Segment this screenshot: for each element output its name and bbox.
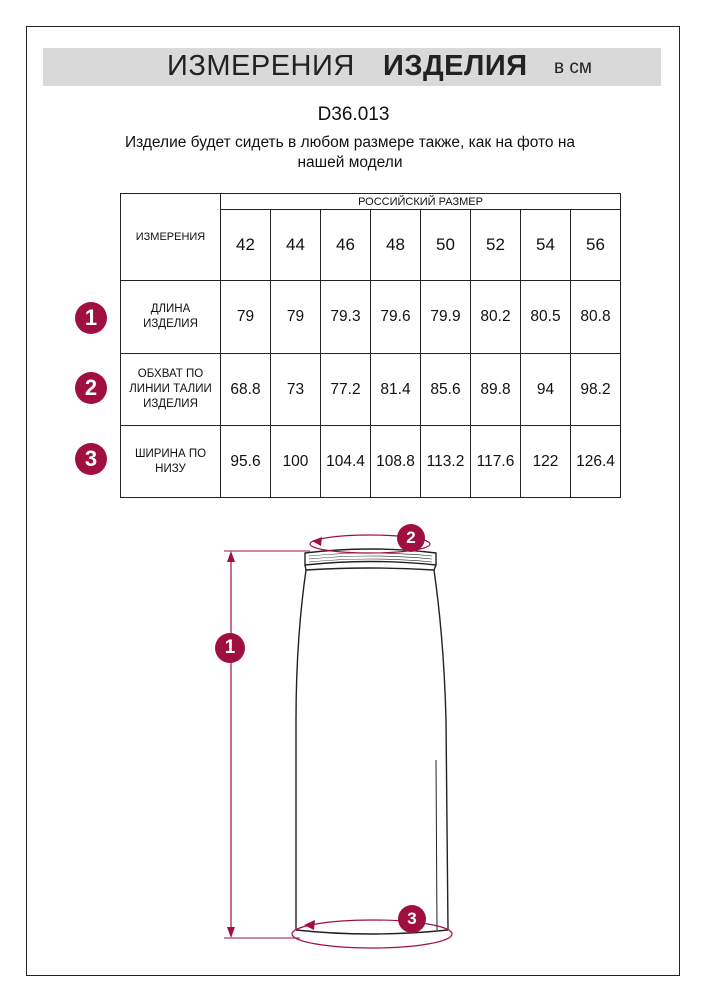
table-cell: 79	[271, 281, 321, 354]
table-cell: 79.9	[421, 281, 471, 354]
table-cell: 80.8	[571, 281, 621, 354]
length-marker-badge: 1	[215, 633, 245, 663]
size-header: 54	[521, 210, 571, 281]
table-cell: 94	[521, 354, 571, 426]
table-cell: 77.2	[321, 354, 371, 426]
table-corner-label: ИЗМЕРЕНИЯ	[121, 194, 221, 281]
row-badge-1: 1	[75, 302, 107, 334]
size-group-label: РОССИЙСКИЙ РАЗМЕР	[221, 194, 621, 210]
table-cell: 79.3	[321, 281, 371, 354]
size-header: 50	[421, 210, 471, 281]
table-cell: 100	[271, 426, 321, 498]
table-cell: 126.4	[571, 426, 621, 498]
size-header: 42	[221, 210, 271, 281]
article-code: D36.013	[317, 104, 390, 125]
size-header: 52	[471, 210, 521, 281]
table-cell: 95.6	[221, 426, 271, 498]
size-header: 56	[571, 210, 621, 281]
table-cell: 113.2	[421, 426, 471, 498]
table-cell: 89.8	[471, 354, 521, 426]
size-header: 44	[271, 210, 321, 281]
table-cell: 122	[521, 426, 571, 498]
title-measurements: ИЗМЕРЕНИЯ	[167, 50, 355, 82]
hem-marker-badge: 3	[398, 905, 426, 933]
table-cell: 117.6	[471, 426, 521, 498]
table-cell: 98.2	[571, 354, 621, 426]
table-cell: 68.8	[221, 354, 271, 426]
table-cell: 79.6	[371, 281, 421, 354]
table-cell: 81.4	[371, 354, 421, 426]
title-product: ИЗДЕЛИЯ	[383, 50, 528, 82]
row-badge-2: 2	[75, 372, 107, 404]
table-cell: 85.6	[421, 354, 471, 426]
table-cell: 104.4	[321, 426, 371, 498]
title-unit: в см	[554, 57, 592, 78]
table-cell: 80.2	[471, 281, 521, 354]
row-badge-3: 3	[75, 443, 107, 475]
fit-note: Изделие будет сидеть в любом размере также, как на фото на нашей модели	[124, 134, 576, 171]
skirt-outline	[296, 549, 448, 934]
table-cell: 80.5	[521, 281, 571, 354]
waist-marker-badge: 2	[397, 524, 425, 552]
length-measure-line	[224, 551, 310, 938]
table-cell: 108.8	[371, 426, 421, 498]
row-label-waist: ОБХВАТ ПО ЛИНИИ ТАЛИИ ИЗДЕЛИЯ	[121, 354, 221, 426]
table-cell: 73	[271, 354, 321, 426]
size-header: 46	[321, 210, 371, 281]
row-label-hem: ШИРИНА ПО НИЗУ	[121, 426, 221, 498]
row-label-length: ДЛИНА ИЗДЕЛИЯ	[121, 281, 221, 354]
size-header: 48	[371, 210, 421, 281]
table-cell: 79	[221, 281, 271, 354]
